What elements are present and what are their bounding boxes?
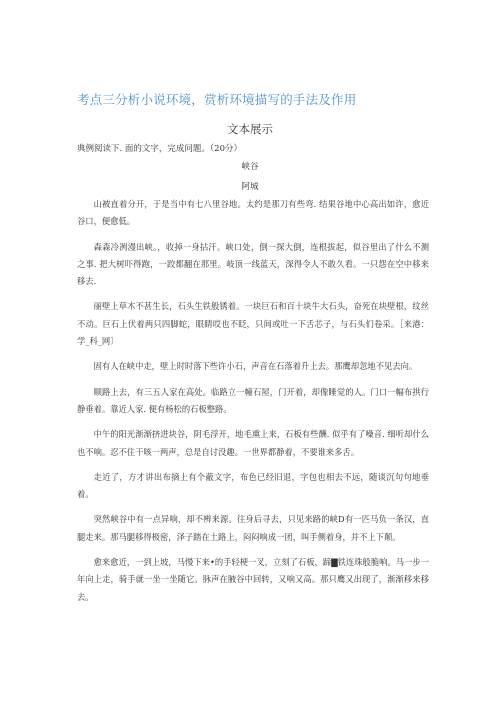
paragraph: 丽壁上草木不甚生长，石头生铁般锈着。一块巨石和百十块牛大石头，奋死在块壁根，纹丝不动。巨石上伏着两只四脚蛇，眼睛哎也不眨，只间或吐一下舌芯子，与石头们卷采。［来港：学_科_网〕 [77, 301, 429, 347]
section-subheading: 文本展示 [227, 122, 273, 136]
paragraph: 顺路上去，有三五人家在高处。临路立一幢石屋，门开着，却像睡觉的人。门口一幅布拱行静垂着。靠近人家. 便有杨松的石板整路。 [77, 386, 429, 414]
story-title: 峡谷 [241, 162, 259, 172]
paragraph: 走近了，方才讲出布摘上有个蔽文字，布色已经旧退，字包也相去不远，随谈沉句句地垂着。 [77, 471, 429, 500]
paragraph: 突然峡谷中有一点异响，却不辨来源。往身后寻去，只见来路的峡D有一匹马负一条汉，直腿走来。那马腿移得极密，泽子踏在土路上，闷闷响成一团，叫手侧着身，并不上下颠。 [77, 514, 429, 542]
section-heading: 考点三分析小说环境，赏析环境描写的手法及作用 [77, 92, 357, 107]
paragraph: 固有人在峡中走，壁上时时落下些许小石，声音在石落着升上去。那鹰却忽地不见去向。 [93, 361, 418, 372]
paragraph: 森森冷冽漫出峡。，收掉一身拈汗。峡口处，倒一探大倒，连根拔起，似谷里出了什么不测之事. 把大树吓得跑，一跤都翻在那里。岐顶一线蓝天，深得令人不敢久看。一只怨在空中移来移去. [77, 241, 429, 287]
story-author: 阿城 [241, 182, 259, 192]
story-body [77, 196, 429, 614]
paragraph: 山被直着分开，于是当中有七八里谷地。太约是那刀有些弯. 结果谷地中心高出如许，愈近谷口，便愈低。 [77, 199, 429, 227]
paragraph: 愈来愈近，一到上坡，马慢下来•的手轻梗一叉，立刻了石板，蹄▇铁连珠般脆响。马一步一年向上走，骑手就一坐一坐随它。脉声在腋谷中回转，又响又高。那只鹰又出现了，渐渐移来移去。 [77, 557, 429, 602]
paragraph: 中午的阳光渐渐挤进块谷，阴毛浮开，地毛熏上来，石板有些酬. 似乎有了噪音. 细听却什么也不响。忍不住干咳一两声，总是自讨没趣。一世界都静着，不要谁来多舌。 [77, 429, 429, 457]
question-intro: 典例阅读下. 面的文字，完成问题。（20分） [77, 144, 242, 154]
